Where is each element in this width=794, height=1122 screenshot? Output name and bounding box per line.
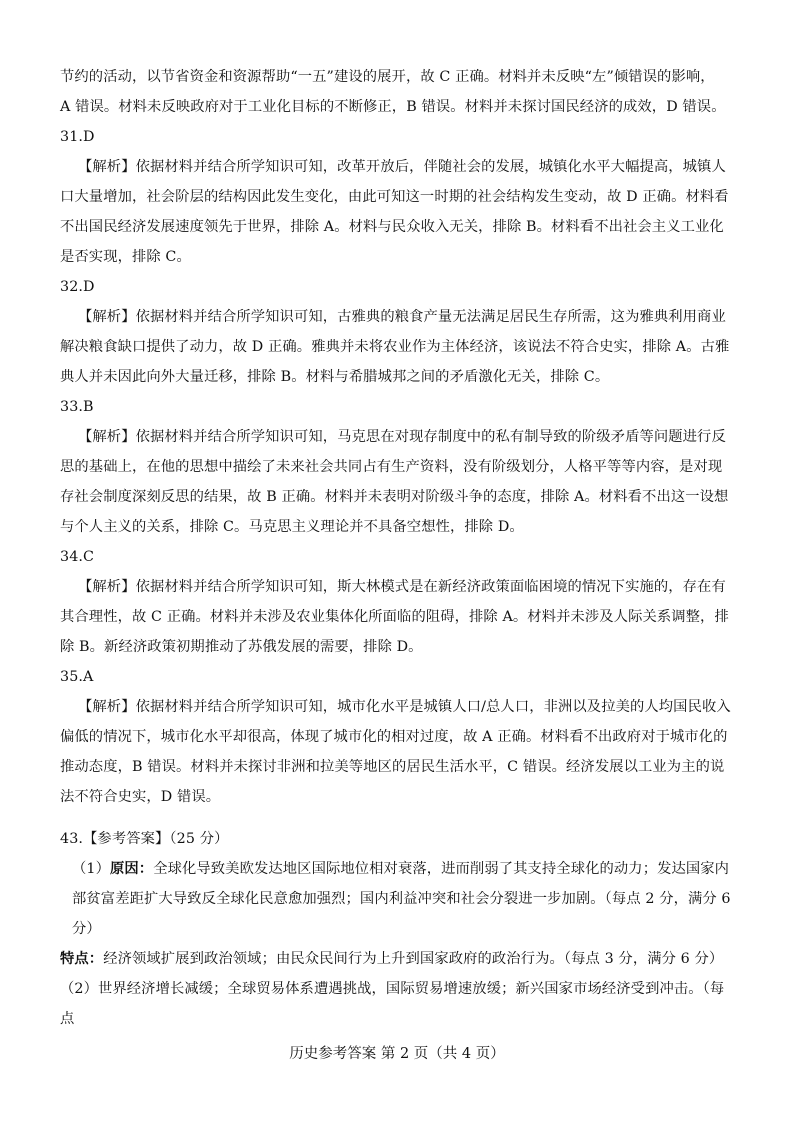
question-43-features [60, 944, 736, 974]
section-gap [60, 812, 736, 824]
question-43-header: 43.【参考答案】（25 分） [60, 831, 229, 847]
question-35-analysis: 【解析】依据材料并结合所学知识可知，城市化水平是城镇人口/总人口，非洲以及拉美的人均国民收入偏低的情况下，城市化水平却很高，体现了城市化的相对过度，故 A 正确。材料看不出政府对于城市化的推动态度，B 错误。材料并未探讨非洲和拉美等地区的居民生活水平，C 错误。经济发展以工业为主的说法不符合史实，D 错误。 [60, 699, 731, 805]
question-32-number: 32.D [60, 279, 95, 295]
page-footer: 历史参考答案 第 2 页（共 4 页） [289, 1046, 505, 1062]
question-31-number: 31.D [60, 129, 95, 145]
cause-label: 原因： [110, 861, 154, 877]
feature-label: 特点： [60, 951, 104, 967]
part-1-prefix: （1） [72, 861, 110, 877]
intro-line-2: A 错误。材料未反映政府对于工业化目标的不断修正，B 错误。材料并未探讨国民经济的成效，D 错误。 [60, 99, 726, 115]
question-34-analysis: 【解析】依据材料并结合所学知识可知，斯大林模式是在新经济政策面临困境的情况下实施的，存在有其合理性，故 C 正确。材料并未涉及农业集体化所面临的阻碍，排除 A。材料并未涉及人际关系调整，排除 B。新经济政策初期推动了苏俄发展的需要，排除 D。 [60, 579, 729, 655]
question-43-part-1 [60, 854, 736, 944]
cause-text: 全球化导致美欧发达地区国际地位相对衰落，进而削弱了其支持全球化的动力；发达国家内部贫富差距扩大导致反全球化民意愈加强烈；国内利益冲突和社会分裂进一步加剧。（每点 2 分，满分 6 分） [72, 861, 731, 937]
question-33-number: 33.B [60, 399, 94, 415]
question-34-number: 34.C [60, 549, 95, 565]
question-31-analysis: 【解析】依据材料并结合所学知识可知，改革开放后，伴随社会的发展，城镇化水平大幅提高，城镇人口大量增加，社会阶层的结构因此发生变化，由此可知这一时期的社会结构发生变动，故 D 正确。材料看不出国民经济发展速度领先于世界，排除 A。材料与民众收入无关，排除 B。材料看不出社会主义工业化是否实现，排除 C。 [60, 159, 729, 265]
feature-text: 经济领域扩展到政治领域；由民众民间行为上升到国家政府的政治行为。（每点 3 分，满分 6 分） [103, 951, 724, 967]
intro-line-1: 节约的活动，以节省资金和资源帮助“一五”建设的展开，故 C 正确。材料并未反映“左”倾错误的影响， [60, 69, 715, 85]
answer-page [60, 62, 736, 1034]
question-32-analysis: 【解析】依据材料并结合所学知识可知，古雅典的粮食产量无法满足居民生存所需，这为雅典利用商业解决粮食缺口提供了动力，故 D 正确。雅典并未将农业作为主体经济，该说法不符合史实，排除 A。古雅典人并未因此向外大量迁移，排除 B。材料与希腊城邦之间的矛盾激化无关，排除 C。 [60, 309, 730, 385]
question-33-analysis: 【解析】依据材料并结合所学知识可知，马克思在对现存制度中的私有制导致的阶级矛盾等问题进行反思的基础上，在他的思想中描绘了未来社会共同占有生产资料，没有阶级划分，人格平等等内容，是对现存社会制度深刻反思的结果，故 B 正确。材料并未表明对阶级斗争的态度，排除 A。材料看不出这一设想与个人主义的关系，排除 C。马克思主义理论并不具备空想性，排除 D。 [60, 429, 729, 535]
question-35-number: 35.A [60, 669, 94, 685]
question-43-part-2: （2）世界经济增长减缓；全球贸易体系遭遇挑战，国际贸易增速放缓；新兴国家市场经济受到冲击。（每点 [60, 981, 725, 1027]
